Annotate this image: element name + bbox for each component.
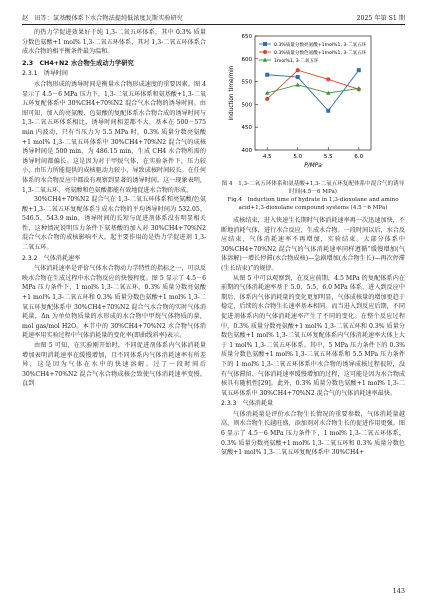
paragraph: 30%CH4+70%N2 混合气在 1,3-二氧五环体系和亮氨酸/色氨酸+1,3-二氧五环复配体系生成水合物的平均诱导时间为 532.05、546.5、543.9 min，诱导时间的长短与促进剂体系没有明显相关性，这种情况说明压力条件下氨基酸的加入对 30%CH4+70%N2 混合气水合物的成核影响不大。起主要作用的是热力学促进剂 1,3-二氧五环。 — [22, 196, 206, 252]
data-point — [296, 75, 300, 79]
series-line-1 — [267, 70, 359, 99]
data-point — [326, 77, 330, 81]
x-axis-label: P/MPa — [304, 163, 322, 169]
paragraph: 气体消耗量是评价水合物生长情况的重要参数，气体消耗量越高，则水合物生长越旺盛，添加剂对水合物生长的促进作用更强。图 6 显示了 4.5－6 MPa 压力条件下，1 mol% 1,3-二氧五环体系、0.3% 质量分数亮氨酸+1 mol% 1,3-二氧五环和 0.3% 质量分数色氨酸+1 mol% 1,3-二氧五环复配体系中 30%CH4+ — [221, 410, 405, 457]
paragraph: 水合物形成的诱导时间是衡量水合物形成速度的重要因素。图 4 显示了 4.5－6 MPa 压力下，1,3-二氧五环体系和氨基酸+1,3-二氧五环复配体系中 30%CH4+70%N2 混合气水合物的诱导时间。由图可知，加入的亮氨酸、色氨酸的复配体系水合物合成的诱导时间与 1,3-二氧五环体系相比，诱导时间相差都不大，基本在 500－575 min 内波动，只有当压力为 5.5 MPa 时，0.3% 质量分数亮氨酸+1 mol% 1,3-二氧五环体系中 30%CH4+70%N2 混合气的成核诱导时间是 500 min，为 486.15 min，生成 CH4 水合物所需的诱导时间都偏长。这是因为对于甲烷气体，在实验条件下，压力较小，由压力所能提供的成核驱动力较小，导致成核时间较长。在任何体系的水合物反应中都没有观察到显著的诱导时间。这一现象表明，1,3-二氧五环、亮氨酸和色氨酸都能有效地促进水合物的形成。 — [22, 80, 206, 194]
x-tick-label: 6.0 — [354, 154, 364, 160]
data-point — [296, 68, 300, 72]
x-tick-label: 4.5 — [262, 154, 272, 160]
subsection-heading: 2.3.1 诱导时间 — [22, 70, 68, 78]
caption-en: Fig.4 Induction time of hydrate in 1,3-dioxolane and amino acid+1,3-dioxolane compound systems (4.5－6 MPa) — [227, 197, 399, 211]
section-heading: 2.3 CH4+N2 水合物生成动力学研究 — [22, 59, 134, 67]
data-point — [357, 68, 361, 72]
data-point — [295, 82, 300, 86]
y-tick-label: 550 — [241, 79, 252, 86]
y-tick-label: 600 — [241, 56, 252, 63]
legend-marker — [263, 42, 267, 46]
x-tick-label: 5.5 — [323, 154, 333, 160]
issue-label: 2025 年第 S1 期 — [356, 15, 405, 22]
data-point — [265, 73, 269, 77]
paragraph: 成核结束，进入快速生长期时气体消耗速率再一次迅速加快，不断地消耗气体，进行水合反应，生成水合物。一段时间以后，水合反应结束，气体消耗速率不再增加，实验结束。大部分体系中 30%CH4+70%N2 混合气的气体消耗速率同样遵循“缓慢增加(气体溶解)一增长停滞(水合物成核)—急剧增加(水合物生长)—再次停滞(生长结束)”的规律。 — [221, 217, 405, 272]
page-number: 143 — [392, 587, 405, 595]
y-tick-label: 500 — [241, 102, 252, 109]
caption-cn: 图 4 1,3-二氧五环体系和氨基酸+1,3-二氧五环复配体系中混合气的诱导时间(4.5－6 MPa) — [221, 181, 405, 195]
y-tick-label: 400 — [241, 148, 252, 154]
legend-label: 0.3%质量分数色氨酸+1mol%1, 3-二氧五环 — [274, 51, 367, 56]
y-axis-label: Induction time/min — [229, 65, 235, 121]
right-column — [221, 28, 405, 458]
y-tick-label: 650 — [241, 34, 252, 40]
legend-label: 1mol%1, 3-二氧五环 — [274, 59, 319, 64]
paragraph: 由图 5 可知，在实验刚开始时，不同促进剂体系内气体消耗量增加表明消耗速率在缓慢增加，且不同体系内气体消耗速率有所差异，这是因为气体在水中的快速溶解。过了一段时间后 30%CH4+70%N2 混合气水合物成核会致使气体消耗速率变慢。直到 — [22, 342, 206, 388]
figure-4 — [221, 28, 405, 178]
paragraph: 的热力学促进效果好于纯 1,3-二氧五环体系，其中 0.3% 质量分数色氨酸+1 mol% 1,3-二氧五环体系，其对 1,3-二氧五环体系合成水合物的相平衡条件最为温和。 — [22, 29, 206, 56]
figure-caption — [221, 180, 405, 212]
legend-label: 0.3%质量分数亮氨酸+1mol%1, 3-二氧五环 — [274, 43, 367, 48]
page-header — [22, 10, 405, 25]
data-point — [265, 97, 269, 101]
subsection-heading: 2.3.3 气体消耗量 — [221, 400, 274, 408]
running-title: 赵 田等：氯基酸体系下水合物法提纯低浓度瓦斯实验研究 — [22, 15, 183, 22]
paragraph: 气体消耗速率是评价气体水合物动力学特性的指标之一，可以反映水合物在生成过程中水合物反应的快慢程度。图 5 显示了 4.5－6 MPa 压力条件下，1 mol% 1,3-二氧五环、0.3% 质量分数亮氨酸+1 mol% 1,3-二氧五环和 0.3% 质量分数色氨酸+1 mol% 1,3-二氧五环复配体系中 30%CH4+70%N2 混合气水合物的实时气体消耗量，Δn 为单位物质量的水形成的水合物中甲烷气体物质的量，mol gas/mol H2O。本节中的 30%CH4+70%N2 水合物气体消耗速率用实验过程中气体消耗量的变化率(即曲线斜率)表示。 — [22, 265, 206, 340]
induction-time-chart — [221, 28, 405, 178]
left-column — [22, 28, 206, 389]
subsection-heading: 2.3.2 气体消耗速率 — [22, 254, 81, 262]
data-point — [326, 109, 330, 113]
paragraph: 从图 5 中可以观察到，在反应前期，4.5 MPa 的复配体系内在前期的气体消耗速率基于 5.0、5.5、6.0 MPa 体系，进入到反应中期后，体系内气体消耗量的变化更加明显，气体成核量的增加更趋于稳定，后续的水合物生长速率基本相同。而当进入到反应后期，不同促进剂体系内的气体消耗速率产生了不同的变化。在整个反应过程中，0.3% 质量分数亮氨酸+1 mol% 1,3-二氧五环和 0.3% 质量分数色氨酸+1 mol% 1,3-二氧五环复配体系内气体消耗速率大体上大于 1 mol% 1,3-二氧五环体系。其中，5 MPa 压力条件下的 0.3% 质量分数色氨酸+1 mol% 1,3-二氧五环体系和 5.5 MPa 压力条件下的 1 mol% 1,3-二氧五环体系中水合物的诱导成核过程很短，没有气体滞留、气体消耗速率缓慢增加的过程，这可能是因为水合物成核具有随机性[29]。此外，0.3% 质量分数色氨酸+1 mol% 1,3-二氧五环体系中 30%CH4+70%N2 混合气的气体消耗速率最快。 — [221, 274, 405, 397]
y-tick-label: 450 — [241, 125, 252, 132]
x-tick-label: 5.0 — [293, 154, 303, 160]
legend-marker — [263, 50, 267, 54]
